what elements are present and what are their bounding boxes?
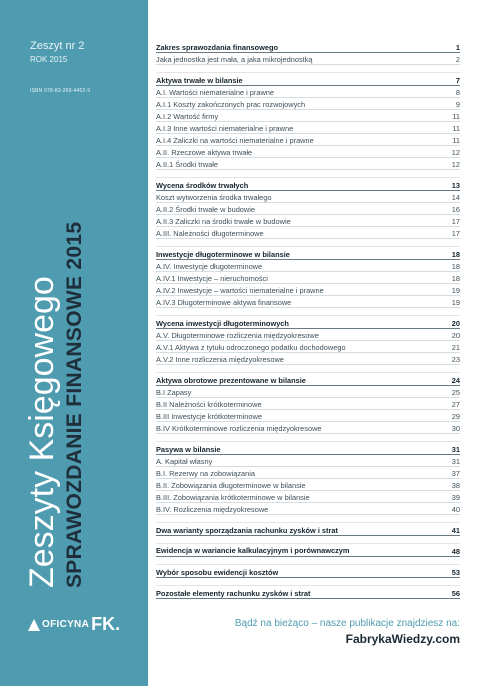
toc-entry-page: 30 <box>451 424 460 433</box>
toc-heading-title: Ewidencja w wariancie kalkulacyjnym i porównawczym <box>156 546 350 555</box>
toc-entry-title: A.I.2 Wartość firmy <box>156 112 219 121</box>
toc-entry-page: 37 <box>451 469 460 478</box>
toc-section <box>156 315 460 365</box>
toc-entry-page: 19 <box>451 286 460 295</box>
toc-heading-page: 56 <box>451 589 460 598</box>
toc-entry[interactable] <box>156 260 460 272</box>
toc-entry[interactable] <box>156 455 460 467</box>
toc-entry[interactable] <box>156 191 460 203</box>
toc-heading-title: Dwa warianty sporządzania rachunku zysków i strat <box>156 526 338 535</box>
toc-section-heading[interactable] <box>156 587 460 599</box>
toc-entry-page: 12 <box>451 160 460 169</box>
toc-entry-page: 25 <box>451 388 460 397</box>
promo-tagline: Bądź na bieżąco – nasze publikacje znajdziesz na: <box>234 618 460 629</box>
toc-section-heading[interactable] <box>156 524 460 536</box>
toc-entry[interactable] <box>156 284 460 296</box>
toc-entry-title: A.V.1 Aktywa z tytułu odroczonego podatku dochodowego <box>156 343 346 352</box>
toc-entry[interactable] <box>156 98 460 110</box>
toc-entry-title: A.IV.3 Długoterminowe aktywa finansowe <box>156 298 292 307</box>
toc-entry[interactable] <box>156 53 460 65</box>
toc-heading-title: Pasywa w bilansie <box>156 445 221 454</box>
toc-entry-title: A.II.2 Środki trwałe w budowie <box>156 205 255 214</box>
toc-entry-page: 14 <box>451 193 460 202</box>
isbn-text: ISBN 978-83-269-4452-9 <box>30 88 91 94</box>
toc-entry-title: A.I.4 Zaliczki na wartości niematerialne i prawne <box>156 136 314 145</box>
toc-entry[interactable] <box>156 467 460 479</box>
toc-heading-title: Aktywa obrotowe prezentowane w bilansie <box>156 376 306 385</box>
toc-entry[interactable] <box>156 329 460 341</box>
toc-heading-title: Aktywa trwałe w bilansie <box>156 76 243 85</box>
book-title: SPRAWOZDANIE FINANSOWE 2015 <box>63 221 86 588</box>
toc-entry-page: 17 <box>451 217 460 226</box>
toc-entry[interactable] <box>156 227 460 239</box>
cover-sidebar <box>0 0 148 686</box>
toc-section-heading[interactable] <box>156 248 460 260</box>
toc-section <box>156 72 460 170</box>
toc-section-heading[interactable] <box>156 74 460 86</box>
toc-heading-page: 13 <box>451 181 460 190</box>
toc-entry-title: B.IV. Rozliczenia międzyokresowe <box>156 505 269 514</box>
toc-entry-page: 16 <box>451 205 460 214</box>
toc-entry[interactable] <box>156 158 460 170</box>
toc-entry-page: 17 <box>451 229 460 238</box>
toc-section <box>156 177 460 239</box>
toc-entry[interactable] <box>156 86 460 98</box>
toc-entry-page: 21 <box>451 343 460 352</box>
toc-entry-page: 12 <box>451 148 460 157</box>
toc-heading-title: Wybór sposobu ewidencji kosztów <box>156 568 279 577</box>
toc-entry-title: A.II.3 Zaliczki na środki trwałe w budowie <box>156 217 291 226</box>
logo-text: OFICYNA <box>42 619 90 630</box>
toc-section-heading[interactable] <box>156 545 460 557</box>
toc-heading-page: 20 <box>451 319 460 328</box>
toc-entry-page: 38 <box>451 481 460 490</box>
toc-heading-title: Pozostałe elementy rachunku zysków i strat <box>156 589 311 598</box>
toc-entry[interactable] <box>156 410 460 422</box>
toc-entry-page: 29 <box>451 412 460 421</box>
toc-entry-page: 9 <box>455 100 460 109</box>
series-title: Zeszyty Księgowego <box>23 276 61 588</box>
flame-icon <box>28 619 40 631</box>
toc-section <box>156 522 460 536</box>
toc-entry-title: A.I. Wartości niematerialne i prawne <box>156 88 275 97</box>
promo-block <box>160 618 460 646</box>
toc-entry-page: 18 <box>451 262 460 271</box>
toc-heading-page: 1 <box>455 43 460 52</box>
toc-entry[interactable] <box>156 296 460 308</box>
toc-heading-page: 41 <box>451 526 460 535</box>
toc-entry-title: B.I. Rezerwy na zobowiązania <box>156 469 256 478</box>
toc-entry-page: 27 <box>451 400 460 409</box>
toc-entry-page: 8 <box>455 88 460 97</box>
toc-entry-title: A.I.1 Koszty zakończonych prac rozwojowych <box>156 100 306 109</box>
toc-entry-title: B.III. Zobowiązania krótkoterminowe w bilansie <box>156 493 310 502</box>
toc-heading-title: Wycena środków trwałych <box>156 181 249 190</box>
toc-entry[interactable] <box>156 272 460 284</box>
toc-entry-title: A.IV. Inwestycje długoterminowe <box>156 262 263 271</box>
toc-entry-title: B.II Należności krótkoterminowe <box>156 400 262 409</box>
toc-heading-title: Inwestycje długoterminowe w bilansie <box>156 250 290 259</box>
publisher-logo <box>28 614 120 635</box>
toc-heading-page: 31 <box>451 445 460 454</box>
issue-number: Zeszyt nr 2 <box>30 40 85 52</box>
toc-entry-page: 23 <box>451 355 460 364</box>
toc-entry-title: Koszt wytworzenia środka trwałego <box>156 193 272 202</box>
toc-entry-title: Jaka jednostka jest mała, a jaka mikrojednostką <box>156 55 313 64</box>
toc-entry[interactable] <box>156 398 460 410</box>
toc-entry-page: 31 <box>451 457 460 466</box>
toc-entry-title: A.IV.2 Inwestycje – wartości niematerialne i prawne <box>156 286 324 295</box>
toc-entry[interactable] <box>156 110 460 122</box>
toc-entry-page: 19 <box>451 298 460 307</box>
toc-entry[interactable] <box>156 215 460 227</box>
toc-entry-title: B.II. Zobowiązania długoterminowe w bilansie <box>156 481 306 490</box>
toc-entry-title: B.IV Krótkoterminowe rozliczenia międzyokresowe <box>156 424 322 433</box>
toc-entry-title: A.V. Długoterminowe rozliczenia międzyokresowe <box>156 331 319 340</box>
toc-heading-page: 53 <box>451 568 460 577</box>
toc-entry[interactable] <box>156 386 460 398</box>
toc-entry[interactable] <box>156 422 460 434</box>
toc-section-heading[interactable] <box>156 443 460 455</box>
toc-section-heading[interactable] <box>156 317 460 329</box>
toc-heading-page: 48 <box>451 547 460 556</box>
toc-entry[interactable] <box>156 479 460 491</box>
toc-entry-title: A.III. Należności długoterminowe <box>156 229 264 238</box>
toc-section-heading[interactable] <box>156 179 460 191</box>
toc-entry-title: A.I.3 Inne wartości niematerialne i prawne <box>156 124 294 133</box>
toc-heading-title: Wycena inwestycji długoterminowych <box>156 319 289 328</box>
toc-section <box>156 246 460 308</box>
toc-section-heading[interactable] <box>156 566 460 578</box>
toc-entry-title: A. Kapitał własny <box>156 457 213 466</box>
toc-section <box>156 585 460 599</box>
toc-entry-page: 39 <box>451 493 460 502</box>
toc-entry[interactable] <box>156 491 460 503</box>
toc-entry-page: 18 <box>451 274 460 283</box>
toc-heading-page: 7 <box>455 76 460 85</box>
toc-entry-title: B.III Inwestycje krótkoterminowe <box>156 412 262 421</box>
toc-section <box>156 40 460 65</box>
toc-heading-page: 18 <box>451 250 460 259</box>
toc-entry-page: 40 <box>451 505 460 514</box>
toc-entry-title: A.II. Rzeczowe aktywa trwałe <box>156 148 253 157</box>
issue-meta <box>30 40 90 94</box>
toc-entry[interactable] <box>156 503 460 515</box>
toc-entry-title: B.I Zapasy <box>156 388 192 397</box>
toc-section-heading[interactable] <box>156 374 460 386</box>
toc-section <box>156 543 460 557</box>
toc-section-heading[interactable] <box>156 41 460 53</box>
toc-entry-page: 11 <box>452 136 460 145</box>
toc-entry[interactable] <box>156 353 460 365</box>
table-of-contents <box>156 40 460 599</box>
toc-entry-page: 20 <box>451 331 460 340</box>
toc-entry-title: A.V.2 Inne rozliczenia międzyokresowe <box>156 355 284 364</box>
toc-heading-page: 24 <box>451 376 460 385</box>
toc-entry-title: A.II.1 Środki trwałe <box>156 160 219 169</box>
vertical-title <box>22 148 88 588</box>
toc-entry[interactable] <box>156 341 460 353</box>
promo-website-link[interactable]: FabrykaWiedzy.com <box>345 632 460 646</box>
issue-year: ROK 2015 <box>30 55 68 64</box>
toc-section <box>156 564 460 578</box>
toc-entry-title: A.IV.1 Inwestycje – nieruchomości <box>156 274 268 283</box>
toc-entry-page: 11 <box>452 112 460 121</box>
toc-section <box>156 372 460 434</box>
toc-heading-title: Zakres sprawozdania finansowego <box>156 43 278 52</box>
toc-entry-page: 2 <box>455 55 460 64</box>
toc-entry[interactable] <box>156 134 460 146</box>
toc-section <box>156 441 460 515</box>
toc-entry[interactable] <box>156 122 460 134</box>
logo-fk: FK. <box>91 614 121 634</box>
toc-entry[interactable] <box>156 146 460 158</box>
toc-entry-page: 11 <box>452 124 460 133</box>
toc-entry[interactable] <box>156 203 460 215</box>
